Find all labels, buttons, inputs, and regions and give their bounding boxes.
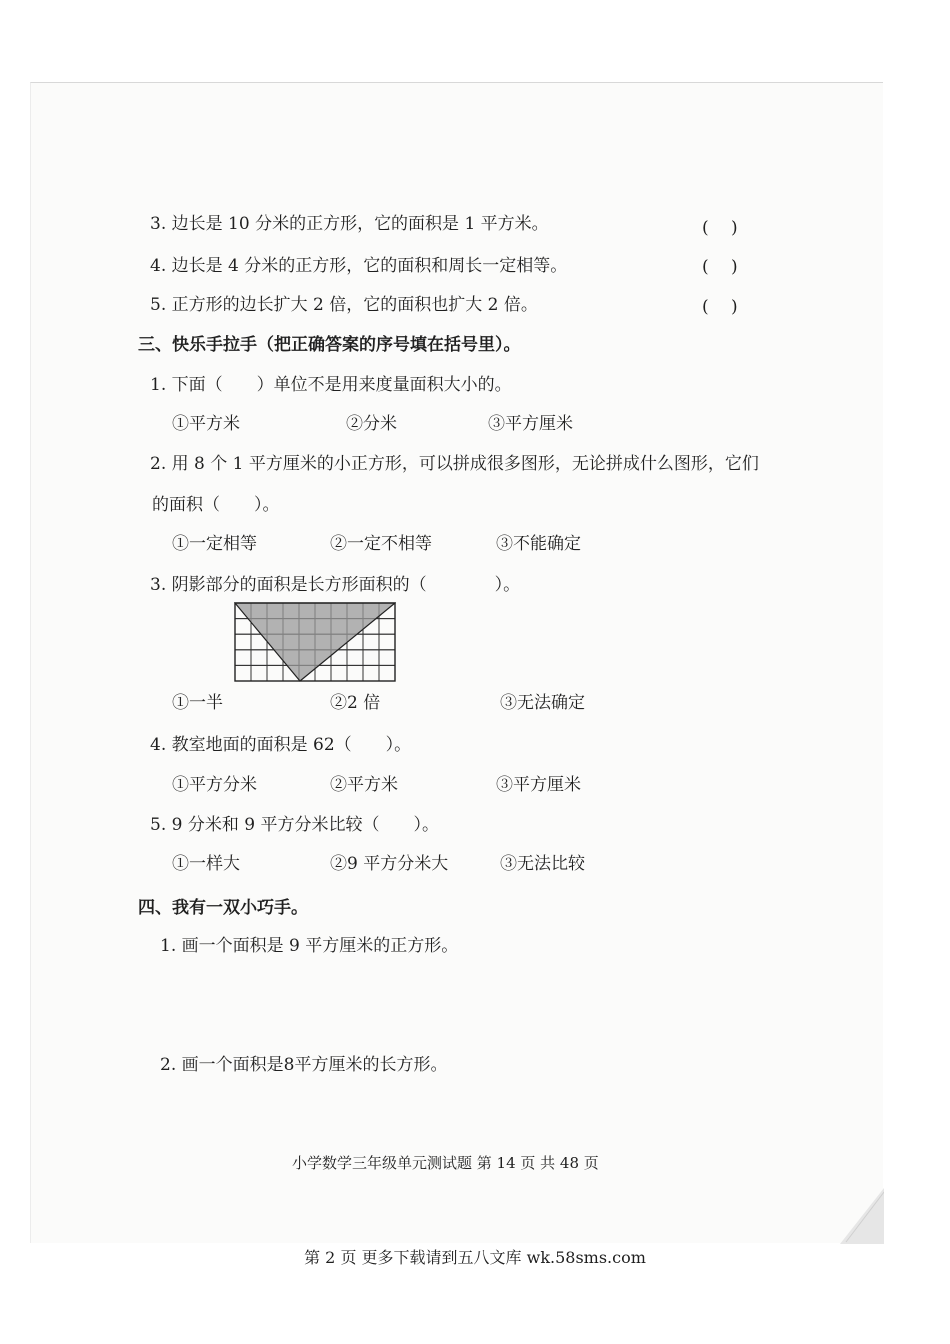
grid-cell <box>379 634 395 650</box>
q5-option-3: ③无法比较 <box>500 854 585 874</box>
judge-mark-3: ( ) <box>702 218 738 238</box>
q1-option-3: ③平方厘米 <box>488 414 573 434</box>
grid-cell <box>235 634 251 650</box>
q2-stem-line1: 2. 用 8 个 1 平方厘米的小正方形，可以拼成很多图形，无论拼成什么图形，它们 <box>150 454 759 474</box>
q4-stem: 4. 教室地面的面积是 62（ ）。 <box>150 735 412 755</box>
section-4-heading: 四、我有一双小巧手。 <box>138 898 308 918</box>
judge-mark-4: ( ) <box>702 257 738 277</box>
grid-cell <box>347 650 363 666</box>
grid-cell <box>379 650 395 666</box>
grid-cell <box>379 665 395 681</box>
q3-option-3: ③无法确定 <box>500 693 585 713</box>
shaded-triangle <box>235 603 395 681</box>
draw-q1: 1. 画一个面积是 9 平方厘米的正方形。 <box>160 936 459 956</box>
q4-option-3: ③平方厘米 <box>496 775 581 795</box>
q5-option-1: ①一样大 <box>172 854 240 874</box>
grid-cell <box>235 619 251 635</box>
grid-cell <box>235 665 251 681</box>
grid-cell <box>251 665 267 681</box>
q4-option-2: ②平方米 <box>330 775 398 795</box>
q1-stem: 1. 下面（ ）单位不是用来度量面积大小的。 <box>150 375 512 395</box>
q2-stem-line2: 的面积（ ）。 <box>152 495 280 515</box>
grid-cell <box>363 650 379 666</box>
q1-option-2: ②分米 <box>346 414 397 434</box>
grid-cell <box>235 650 251 666</box>
q2-option-1: ①一定相等 <box>172 534 257 554</box>
q3-option-1: ①一半 <box>172 693 223 713</box>
grid-cell <box>379 619 395 635</box>
q3-option-2: ②2 倍 <box>330 693 381 713</box>
judge-item-3: 3. 边长是 10 分米的正方形，它的面积是 1 平方米。 <box>150 214 549 234</box>
section-3-heading: 三、快乐手拉手（把正确答案的序号填在括号里）。 <box>138 335 521 355</box>
grid-cell <box>267 665 283 681</box>
page-corner-fold <box>840 1188 884 1244</box>
q5-option-2: ②9 平方分米大 <box>330 854 449 874</box>
judge-item-4: 4. 边长是 4 分米的正方形，它的面积和周长一定相等。 <box>150 256 568 276</box>
q2-option-2: ②一定不相等 <box>330 534 432 554</box>
draw-q2: 2. 画一个面积是8平方厘米的长方形。 <box>160 1055 448 1075</box>
q3-stem: 3. 阴影部分的面积是长方形面积的（ ）。 <box>150 575 521 595</box>
download-caption: 第 2 页 更多下载请到五八文库 wk.58sms.com <box>304 1248 646 1267</box>
grid-cell <box>363 634 379 650</box>
judge-mark-5: ( ) <box>702 297 738 317</box>
grid-cell <box>251 650 267 666</box>
page-footer: 小学数学三年级单元测试题 第 14 页 共 48 页 <box>292 1154 599 1172</box>
grid-cell <box>347 665 363 681</box>
q2-option-3: ③不能确定 <box>496 534 581 554</box>
grid-cell <box>315 665 331 681</box>
q4-option-1: ①平方分米 <box>172 775 257 795</box>
shaded-rectangle-figure <box>234 602 396 682</box>
grid-cell <box>331 665 347 681</box>
grid-cell <box>363 665 379 681</box>
q5-stem: 5. 9 分米和 9 平方分米比较（ ）。 <box>150 815 439 835</box>
judge-item-5: 5. 正方形的边长扩大 2 倍，它的面积也扩大 2 倍。 <box>150 295 538 315</box>
q1-option-1: ①平方米 <box>172 414 240 434</box>
